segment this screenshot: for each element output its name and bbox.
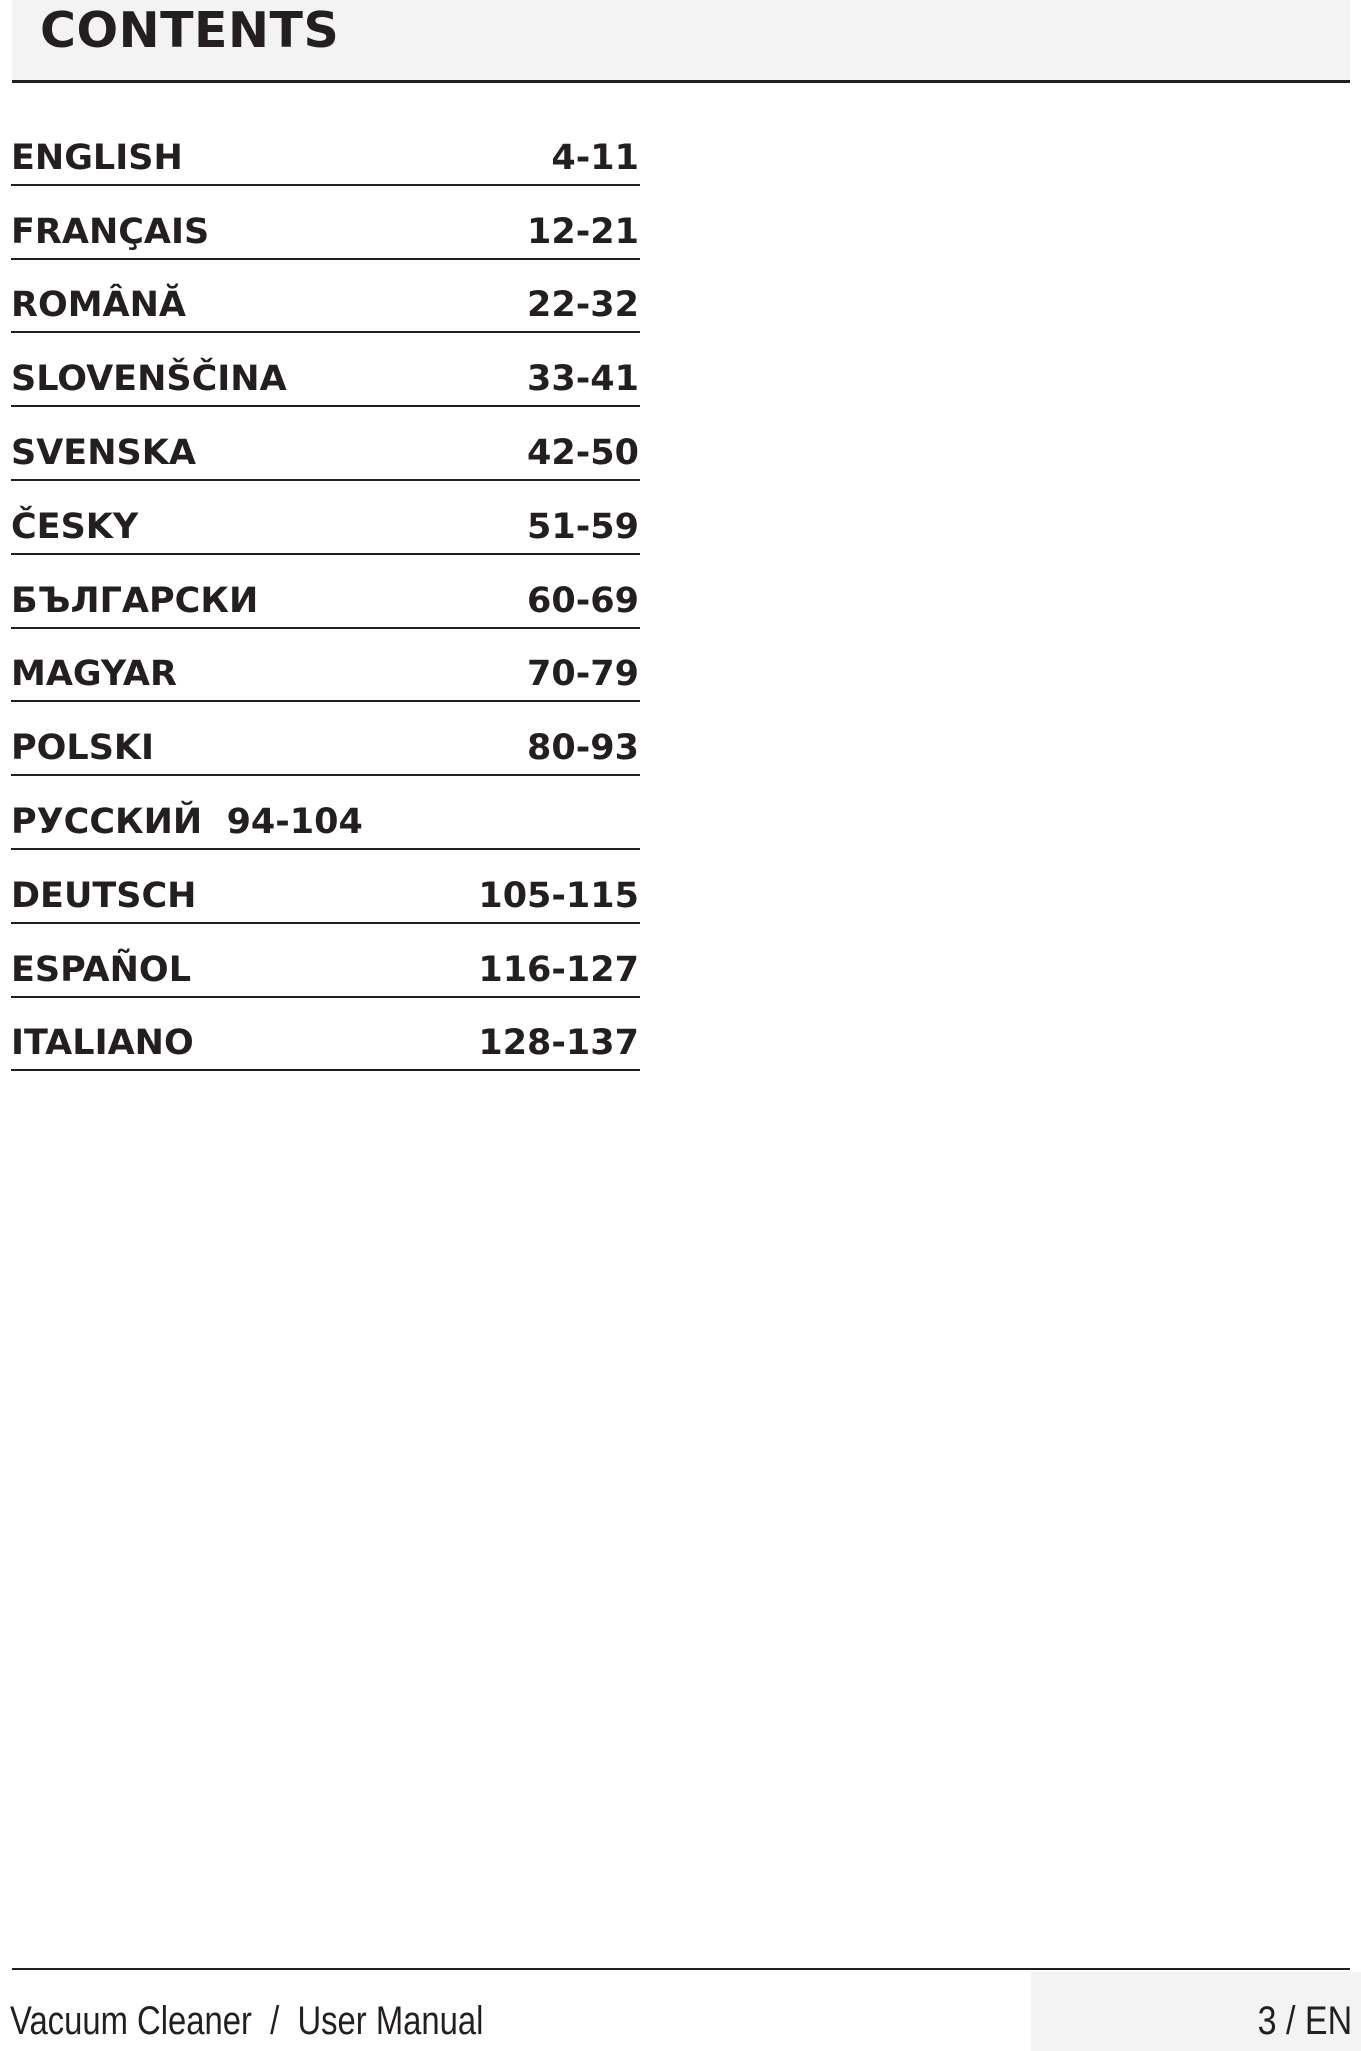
toc-page-range: 4-11 [551, 137, 639, 178]
toc-page-range: 33-41 [527, 359, 639, 400]
toc-row-cesky[interactable] [11, 481, 640, 555]
footer-document: User Manual [297, 1999, 484, 2043]
toc-page-range: 105-115 [478, 875, 639, 916]
toc-page-range: 51-59 [527, 506, 639, 547]
toc-row-romana[interactable] [11, 260, 640, 334]
toc-row-polski[interactable] [11, 702, 640, 776]
toc-page-range: 22-32 [527, 285, 639, 326]
toc-language: ITALIANO [11, 1023, 194, 1064]
footer-separator: / [270, 1999, 280, 2043]
footer-divider [12, 1968, 1350, 1970]
toc-row-deutsch[interactable] [11, 850, 640, 924]
toc-row-slovenscina[interactable] [11, 333, 640, 407]
toc-row-bulgarian[interactable] [11, 555, 640, 629]
footer-document-title [10, 1996, 483, 2046]
page-header [12, 0, 1350, 83]
toc-language: ČESKY [11, 506, 139, 547]
toc-language: ROMÂNĂ [11, 285, 186, 326]
toc-language: MAGYAR [11, 654, 177, 695]
toc-page-range: 12-21 [527, 211, 639, 252]
toc-language: ENGLISH [11, 137, 183, 178]
toc-row-svenska[interactable] [11, 407, 640, 481]
page-title: CONTENTS [40, 2, 340, 59]
toc-page-range: 80-93 [527, 728, 639, 769]
toc-page-range: 60-69 [527, 580, 639, 621]
footer-page-number: 3 / EN [1257, 1999, 1352, 2043]
toc-inline-entry [11, 800, 363, 844]
footer-product: Vacuum Cleaner [10, 1999, 252, 2043]
toc-row-russian[interactable] [11, 776, 640, 850]
toc-row-espanol[interactable] [11, 924, 640, 998]
toc-language: БЪЛГАРСКИ [11, 580, 259, 621]
toc-language: FRANÇAIS [11, 211, 210, 252]
toc-row-english[interactable] [11, 112, 640, 186]
table-of-contents [11, 112, 640, 1071]
toc-row-italiano[interactable] [11, 998, 640, 1072]
toc-page-range: 128-137 [478, 1023, 639, 1064]
toc-row-magyar[interactable] [11, 629, 640, 703]
toc-language: DEUTSCH [11, 875, 197, 916]
toc-language: POLSKI [11, 728, 155, 769]
toc-page-range: 116-127 [478, 949, 639, 990]
toc-language: SLOVENŠČINA [11, 359, 287, 400]
toc-language: ESPAÑOL [11, 949, 191, 990]
toc-language: SVENSKA [11, 432, 196, 473]
toc-page-range: 42-50 [527, 432, 639, 473]
toc-row-francais[interactable] [11, 186, 640, 260]
toc-page-range: 70-79 [527, 654, 639, 695]
toc-language: РУССКИЙ [11, 801, 203, 842]
toc-page-range: 94-104 [226, 801, 363, 842]
